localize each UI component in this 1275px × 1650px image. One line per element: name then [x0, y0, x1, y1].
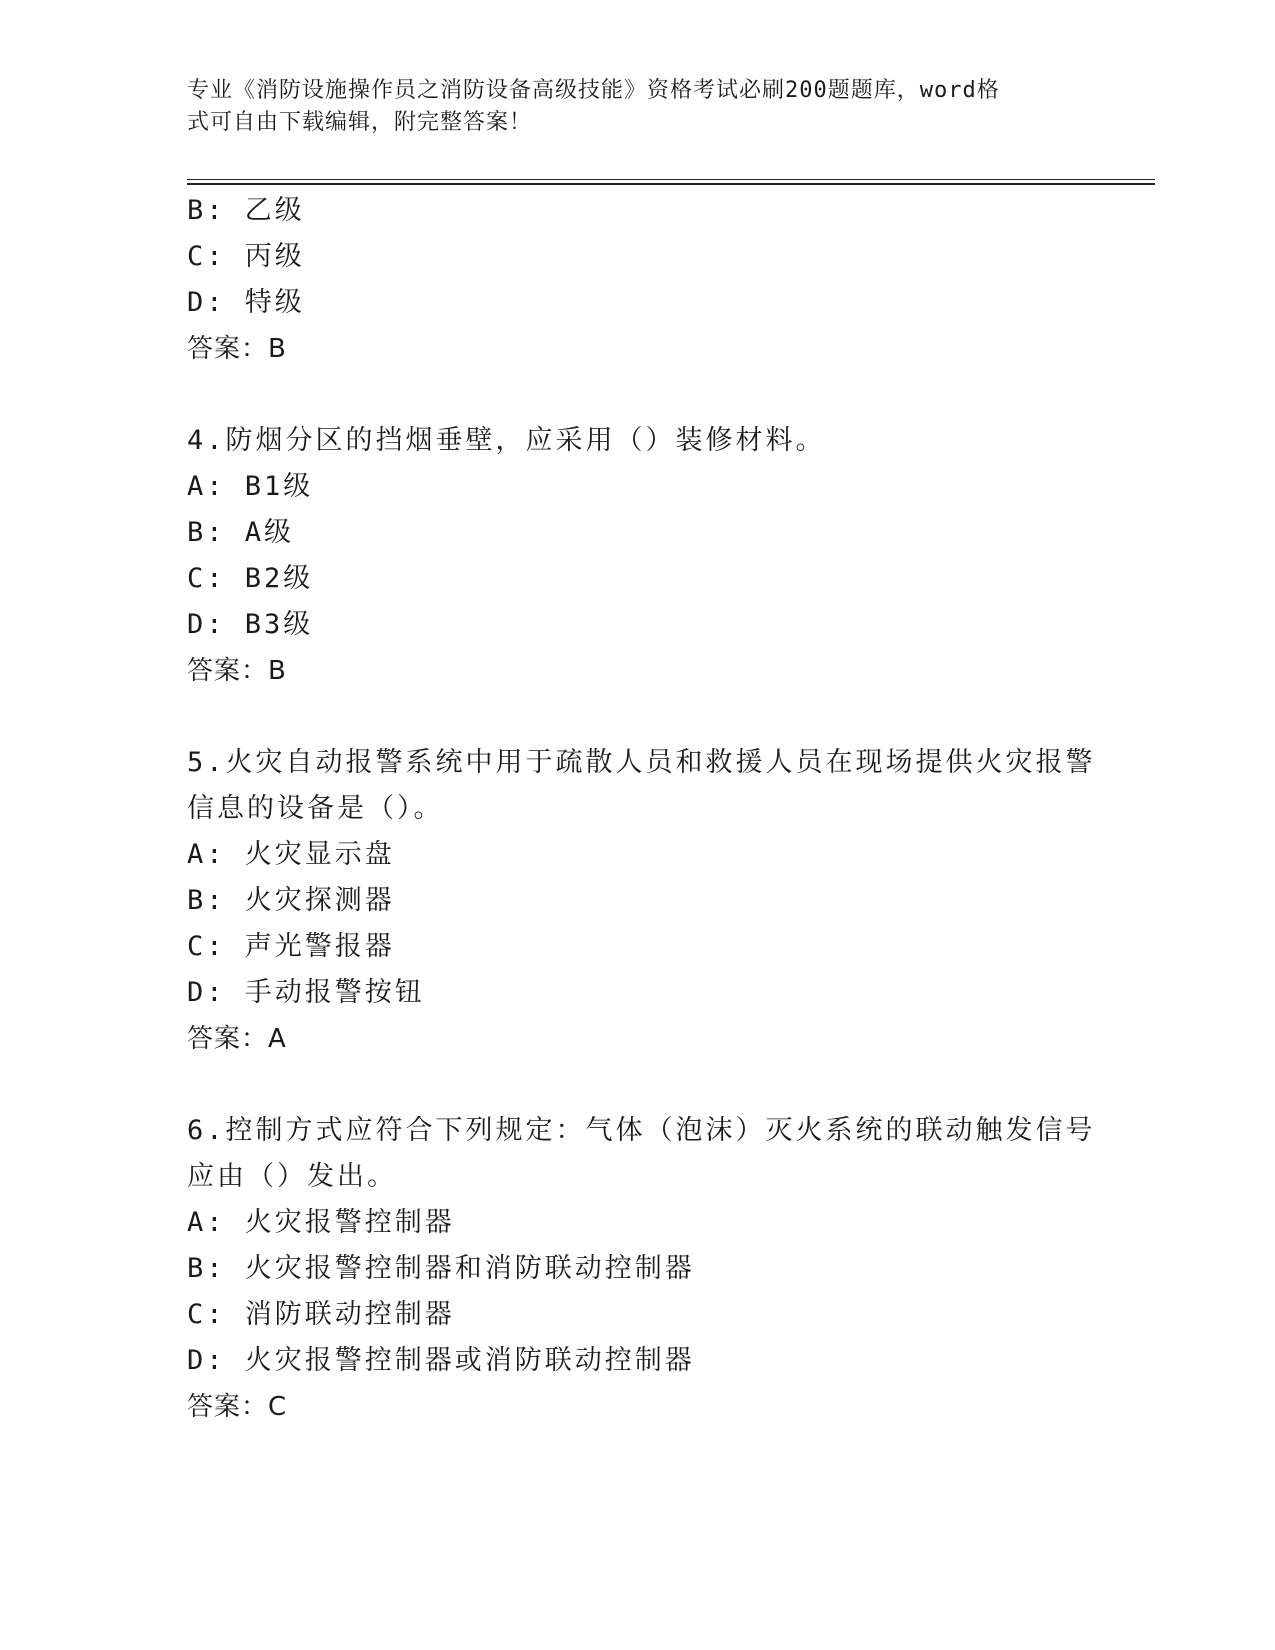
question-4: [187, 418, 1087, 694]
q6-answer: 答案：C: [187, 1392, 288, 1422]
spacer: [187, 372, 1087, 418]
q4-option-d: D: B3级: [187, 609, 314, 640]
header-divider-thin: [187, 179, 1155, 180]
q4-answer: 答案：B: [187, 656, 287, 686]
q6-option-c: C: 消防联动控制器: [187, 1299, 455, 1330]
q6-option-a: A: 火灾报警控制器: [187, 1207, 455, 1238]
q5-option-d: D: 手动报警按钮: [187, 977, 425, 1008]
q5-stem-line-1: 5.火灾自动报警系统中用于疏散人员和救援人员在现场提供火灾报警: [187, 747, 1096, 778]
q4-option-c: C: B2级: [187, 563, 314, 594]
question-6: [187, 1108, 1096, 1430]
q5-option-b: B: 火灾探测器: [187, 885, 395, 916]
q5-option-a: A: 火灾显示盘: [187, 839, 395, 870]
header-line-1: 专业《消防设施操作员之消防设备高级技能》资格考试必刷200题题库，word格: [187, 78, 1000, 103]
header-divider-thick: [187, 183, 1155, 185]
q6-stem-line-2: 应由（）发出。: [187, 1161, 397, 1192]
header-line-2: 式可自由下载编辑，附完整答案！: [187, 110, 533, 135]
q6-option-b: B: 火灾报警控制器和消防联动控制器: [187, 1253, 695, 1284]
q4-option-a: A: B1级: [187, 471, 314, 502]
document-header: [187, 75, 1067, 139]
q3-option-d: D: 特级: [187, 287, 305, 318]
spacer: [187, 694, 1087, 740]
q5-option-c: C: 声光警报器: [187, 931, 395, 962]
question-3: [187, 188, 1087, 372]
question-list: [187, 188, 1096, 1430]
q3-option-c: C: 丙级: [187, 241, 305, 272]
q4-stem: 4.防烟分区的挡烟垂壁，应采用（）装修材料。: [187, 425, 826, 456]
q5-stem-line-2: 信息的设备是（）。: [187, 793, 444, 824]
q3-answer: 答案：B: [187, 334, 287, 364]
q3-option-b: B: 乙级: [187, 195, 305, 226]
q6-stem-line-1: 6.控制方式应符合下列规定：气体（泡沫）灭火系统的联动触发信号: [187, 1115, 1096, 1146]
q6-option-d: D: 火灾报警控制器或消防联动控制器: [187, 1345, 695, 1376]
spacer: [187, 1062, 1087, 1108]
q4-option-b: B: A级: [187, 517, 295, 548]
question-5: [187, 740, 1096, 1062]
q5-answer: 答案：A: [187, 1024, 287, 1054]
